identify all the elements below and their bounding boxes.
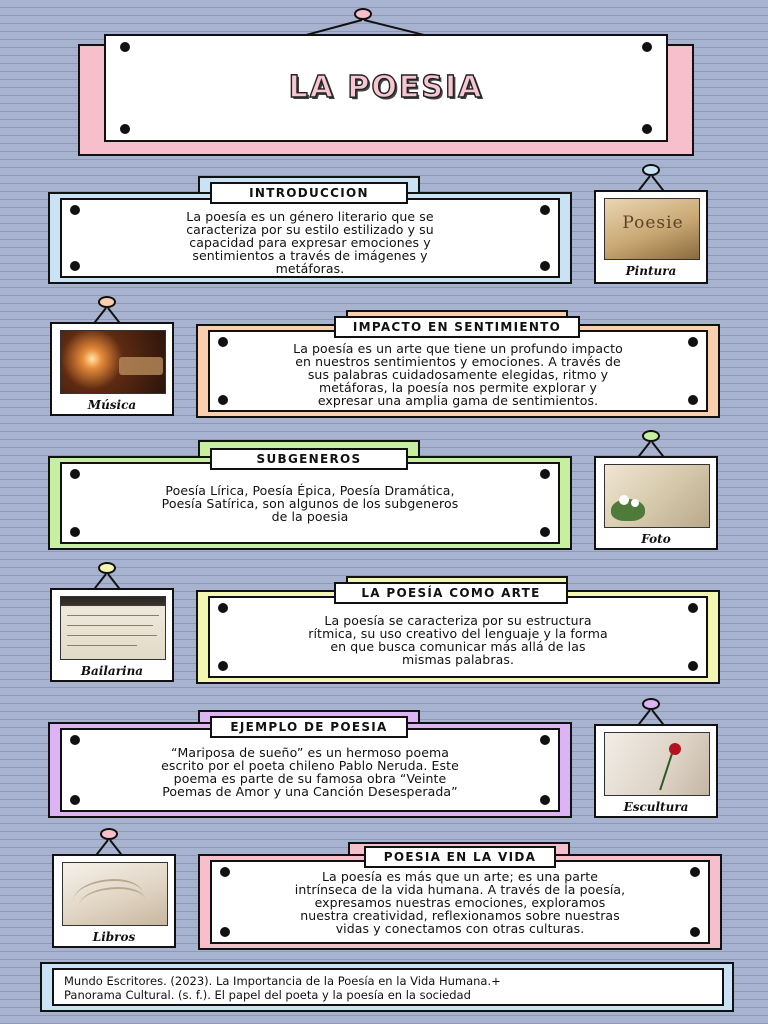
section-body: La poesía es un arte que tiene un profundo impacto en nuestros sentimientos y emociones. A través de sus palabras cuidadosamente elegidas, ritmo y metáforas, la poesía nos permite explorar y expresar una amplia gama de sentimientos.: [293, 341, 623, 408]
photo-caption: Pintura: [625, 264, 677, 278]
photo-caption: Libros: [92, 930, 136, 944]
section-arte: [0, 576, 768, 686]
photo-caption: Foto: [641, 532, 671, 546]
reference-item: Mundo Escritores. (2023). La Importancia de la Poesía en la Vida Humana.+: [64, 974, 501, 988]
section-heading: INTRODUCCION: [210, 182, 408, 204]
references-box: [40, 962, 734, 1012]
photo-escultura: [590, 698, 720, 822]
reference-item: Panorama Cultural. (s. f.). El papel del poeta y la poesía en la sociedad: [64, 988, 471, 1002]
book-flowers-image: [604, 464, 710, 528]
poetry-script-image: [604, 198, 700, 260]
references-text: [64, 974, 724, 1002]
title-card: [104, 34, 668, 142]
photo-caption: Bailarina: [80, 664, 144, 678]
hanger-ring: [354, 8, 372, 20]
section-heading: POESIA EN LA VIDA: [364, 846, 556, 868]
section-body: Poesía Lírica, Poesía Épica, Poesía Dramática, Poesía Satírica, son algunos de los subgeneros de la poesia: [161, 483, 459, 524]
section-heading: EJEMPLO DE POESIA: [210, 716, 408, 738]
title-banner: [0, 0, 768, 160]
image-lettering: Poesie: [622, 213, 684, 233]
section-impacto: [0, 310, 768, 420]
photo-caption: Escultura: [623, 800, 689, 814]
section-body: “Mariposa de sueño” es un hermoso poema escrito por el poeta chileno Pablo Neruda. Este poema es parte de su famosa obra “Veinte Poemas de Amor y una Canción Desesperada”: [161, 745, 459, 799]
section-body: La poesía es más que un arte; es una parte intrínseca de la vida humana. A través de la poesía, expresamos nuestras emociones, exploramos nuestra creatividad, reflexionamos sobre nuestras vidas y conectamos con otras culturas.: [294, 869, 626, 936]
photo-pintura: [590, 164, 720, 288]
section-vida: [0, 842, 768, 952]
page-title: LA POESIA: [288, 70, 484, 105]
section-heading: SUBGENEROS: [210, 448, 408, 470]
photo-caption: Música: [87, 398, 137, 412]
section-heading: LA POESÍA COMO ARTE: [334, 582, 568, 604]
rose-book-image: [604, 732, 710, 796]
section-heading: IMPACTO EN SENTIMIENTO: [334, 316, 580, 338]
photo-foto: [590, 430, 720, 554]
section-body: La poesía es un género literario que se caracteriza por su estilo estilizado y su capacidad para expresar emociones y sentimientos a través de imágenes y metáforas.: [186, 209, 434, 276]
section-body: La poesía se caracteriza por su estructura rítmica, su uso creativo del lenguaje y la forma en que busca comunicar más allá de las mismas palabras.: [308, 613, 608, 667]
